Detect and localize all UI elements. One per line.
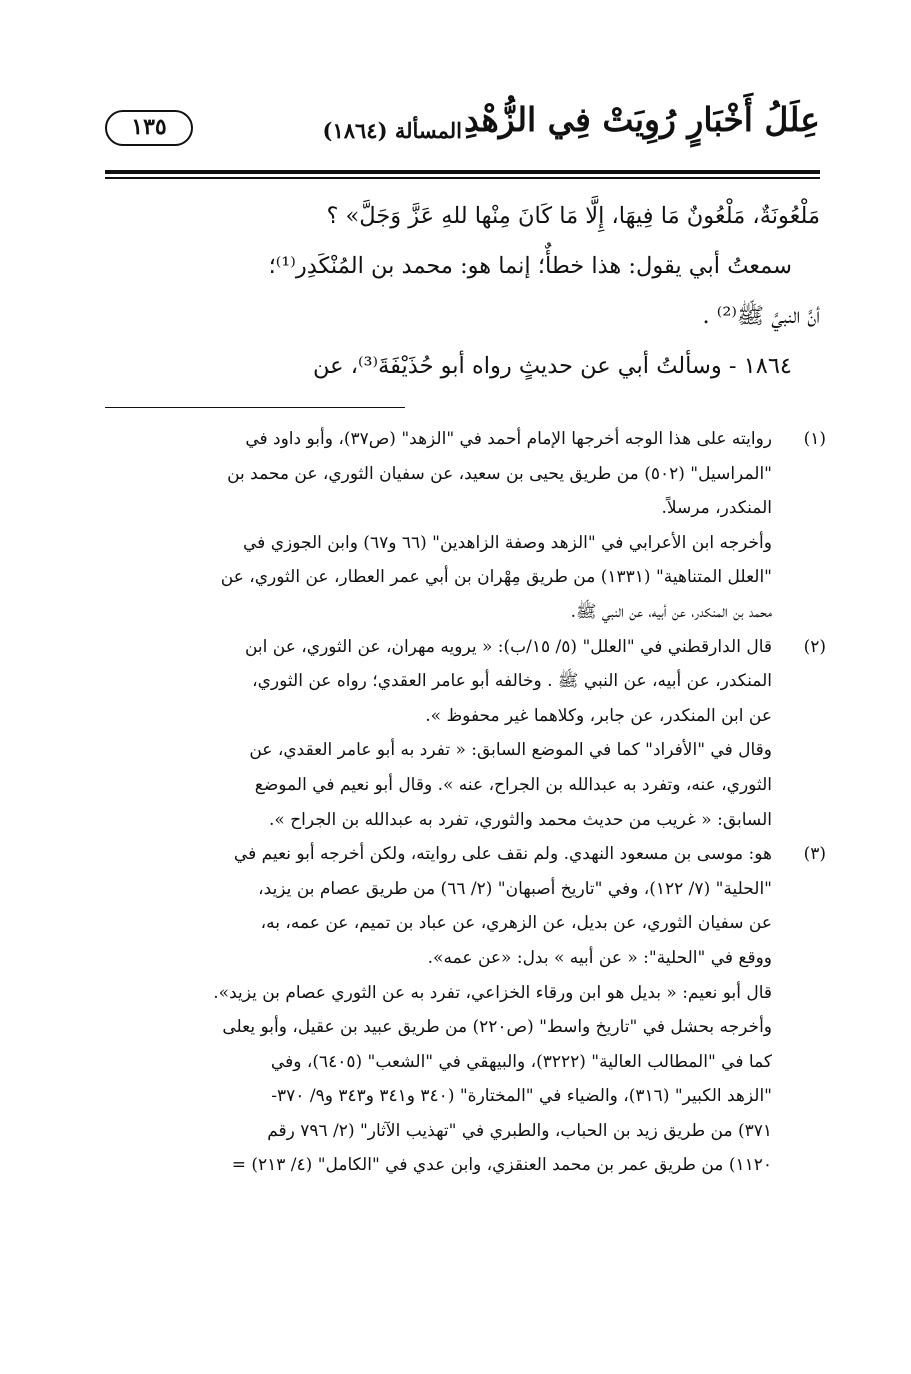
- footnote-line: الثوري، عنه، وتفرد به عبدالله بن الجراح، عنه ». وقال أبو نعيم في الموضع: [254, 774, 772, 795]
- page-number: ١٣٥: [105, 110, 193, 146]
- footnote-separator: [105, 407, 405, 409]
- footnote-line: ٣٧١) من طريق زيد بن الحباب، والطبري في "تهذيب الآثار" (٢/ ٧٩٦ رقم: [267, 1120, 772, 1141]
- main-text: [105, 191, 820, 391]
- header-rule-thin: [105, 177, 820, 179]
- footnote-line: ١١٢٠) من طريق عمر بن محمد العنقزي، وابن عدي في "الكامل" (٤/ ٢١٣) =: [231, 1155, 772, 1176]
- footnote-number: (٣): [803, 844, 826, 865]
- footnote-line: روايته على هذا الوجه أخرجها الإمام أحمد في "الزهد" (ص٣٧)، وأبو داود في: [245, 429, 772, 449]
- footnote-number: (٢): [803, 636, 826, 657]
- footnote-line: كما في "المطالب العالية" (٣٢٢٢)، والبيهقي في "الشعب" (٦٤٠٥)، وفي: [270, 1051, 772, 1072]
- footnote-line: قال الدارقطني في "العلل" (٥/ ١٥/ب): « يرويه مهران، عن الثوري، عن ابن: [244, 636, 772, 657]
- footnotes: [105, 422, 826, 1183]
- footnote-line: عن سفيان الثوري، عن بديل، عن الزهري، عن عباد بن تميم، عن عمه، به،: [260, 913, 772, 934]
- footnote-line: ووقع في "الحلية": « عن أبيه » بدل: «عن عمه».: [427, 947, 772, 968]
- main-line: سمعتُ أبي يقول: هذا خطأٌ؛ إنما هو: محمد بن المُنْكَدِر⁽¹⁾؛: [268, 252, 792, 279]
- footnote-line: محمد بن المنكدر، عن أبيه، عن النبي ﷺ.: [570, 601, 772, 622]
- footnote: [105, 837, 826, 1183]
- footnote-line: "الزهد الكبير" (٣١٦)، والضياء في "المختارة" (٣٤٠ و٣٤١ و٣٤٣ و٩/ ٣٧٠-: [271, 1086, 772, 1107]
- footnote-number: (١): [803, 429, 826, 449]
- footnote-line: "العلل المتناهية" (١٣٣١) من طريق مِهْران بن أبي عمر العطار، عن الثوري، عن: [220, 567, 772, 588]
- footnote-line: وأخرجه بحشل في "تاريخ واسط" (ص٢٢٠) من طريق عبيد بن عقيل، وأبو يعلى: [222, 1017, 772, 1038]
- footnote-line: السابق: « غريب من حديث محمد والثوري، تفرد به عبدالله بن الجراح ».: [269, 809, 772, 830]
- main-line: أنَّ النبيَّ ﷺ⁽²⁾ .: [702, 302, 820, 329]
- footnote-line: المنكدر، مرسلاً.: [661, 498, 772, 519]
- footnote-line: وأخرجه ابن الأعرابي في "الزهد وصفة الزاهدين" (٦٦ و٦٧) وابن الجوزي في: [243, 532, 772, 553]
- footnote-line: هو: موسى بن مسعود النهدي. ولم نقف على روايته، ولكن أخرجه أبو نعيم في: [233, 844, 772, 865]
- page-header: [105, 90, 820, 160]
- main-line: ١٨٦٤ - وسألتُ أبي عن حديثٍ رواه أبو حُذَيْفَةَ⁽³⁾، عن: [313, 352, 792, 379]
- issue-number: المسألة (١٨٦٤): [322, 118, 462, 143]
- main-line: مَلْعُونَةٌ، مَلْعُونٌ مَا فِيهَا، إِلَّا مَا كَانَ مِنْها للهِ عَزَّ وَجَلَّ» ؟: [326, 202, 820, 229]
- header-rule-thick: [105, 170, 820, 174]
- footnote-line: وقال في "الأفراد" كما في الموضع السابق: « تفرد به أبو عامر العقدي، عن: [249, 740, 772, 761]
- book-page: [105, 90, 826, 1183]
- footnote-line: "الحلية" (٧/ ١٢٢)، وفي "تاريخ أصبهان" (٢/ ٦٦) من طريق عصام بن يزيد،: [258, 878, 772, 899]
- running-title: عِلَلُ أَخْبَارٍ رُوِيَتْ فِي الزُّهْدِ: [464, 100, 820, 139]
- footnote-line: عن ابن المنكدر، عن جابر، وكلاهما غير محفوظ ».: [425, 705, 772, 726]
- footnote-line: قال أبو نعيم: « بديل هو ابن ورقاء الخزاعي، تفرد به عن الثوري عصام بن يزيد».: [213, 982, 772, 1003]
- footnote-line: "المراسيل" (٥٠٢) من طريق يحيى بن سعيد، عن سفيان الثوري، عن محمد بن: [227, 463, 772, 484]
- footnote: [105, 630, 826, 838]
- footnote: [105, 422, 826, 630]
- footnote-line: المنكدر، عن أبيه، عن النبي ﷺ . وخالفه أبو عامر العقدي؛ رواه عن الثوري،: [252, 671, 772, 692]
